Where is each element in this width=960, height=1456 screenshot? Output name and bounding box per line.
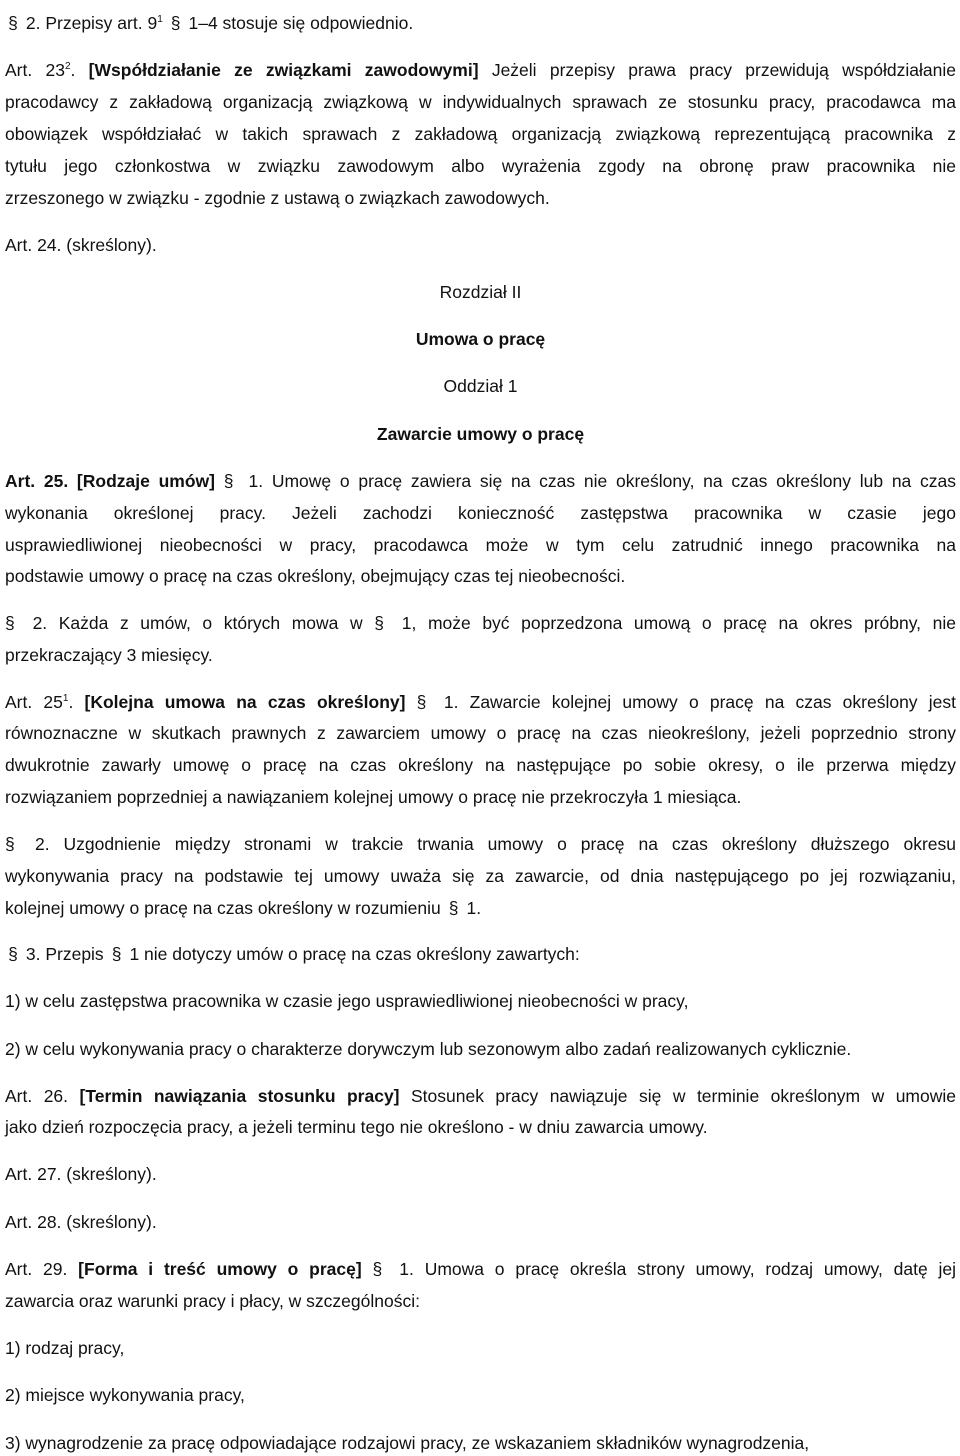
article-label: Art. 25 — [5, 692, 63, 712]
art25-1-p2-line1 — [5, 833, 956, 855]
art25-p2-line1 — [5, 612, 956, 634]
text: kolejnej umowy o pracę na czas określony w rozumieniu — [5, 898, 441, 918]
article-label: Art. 26. — [5, 1086, 69, 1106]
art24: Art. 24. (skreślony). — [5, 235, 157, 255]
art23-line3: obowiązek współdziałać w takich sprawach z zakładową organizacją związkową reprezentującą pracownika z — [5, 124, 956, 144]
art29-line1 — [5, 1258, 956, 1280]
paragraph-art22-p2 — [5, 12, 413, 34]
art25-1-p2-line3 — [5, 897, 481, 919]
art25-1-line4: rozwiązaniem poprzedniej a nawiązaniem kolejnej umowy o pracę nie przekroczyła 1 miesiąca. — [5, 787, 742, 807]
section-sign: § — [5, 613, 15, 633]
section-sign: § — [372, 1259, 383, 1279]
art25-1-line3: dwukrotnie zawarły umowę o pracę na czas określony na następujące po sobie okresy, o ile przerwa między — [5, 755, 956, 775]
art25-1-p2-line2: wykonywania pracy na podstawie tej umowy uważa się za zawarcie, od dnia następującego po jej rozwiązaniu, — [5, 866, 956, 886]
article-label: Art. 23 — [5, 60, 65, 80]
section-sign: § — [5, 834, 15, 854]
text: Stosunek pracy nawiązuje się w terminie określonym w umowie — [411, 1086, 957, 1106]
section-sign: § — [8, 944, 18, 964]
article-title: [Współdziałanie ze związkami zawodowymi] — [88, 60, 479, 80]
list-item: 2) w celu wykonywania pracy o charakterze dorywczym lub sezonowym albo zadań realizowanych cyklicznie. — [5, 1039, 852, 1059]
article-label: Art. 25. [Rodzaje umów] — [5, 471, 215, 491]
superscript: 1 — [157, 14, 163, 25]
chapter-title: Umowa o pracę — [415, 329, 546, 349]
text: 1. — [466, 898, 482, 918]
section-title: Zawarcie umowy o pracę — [376, 424, 585, 444]
art25-line4: podstawie umowy o pracę na czas określony, obejmujący czas tej nieobecności. — [5, 566, 626, 586]
art29-line2: zawarcia oraz warunki pracy i płacy, w szczególności: — [5, 1291, 420, 1311]
list-item: 3) wynagrodzenie za pracę odpowiadające rodzajowi pracy, ze wskazaniem składników wynagrodzenia, — [5, 1433, 810, 1453]
art25-1-p3-line1 — [5, 943, 580, 965]
article-title: [Kolejna umowa na czas określony] — [84, 692, 406, 712]
art23-line2: pracodawcy z zakładową organizacją związkową w indywidualnych sprawach ze stosunku pracy, pracodawca ma — [5, 92, 956, 112]
list-item: 1) w celu zastępstwa pracownika w czasie jego usprawiedliwionej nieobecności w pracy, — [5, 991, 689, 1011]
text: 1, może być poprzedzona umową o pracę na okres próbny, nie — [401, 613, 956, 633]
art25-1-line2: równoznaczne w skutkach prawnych z zawarciem umowy o pracę na czas nieokreślony, jeżeli poprzednio strony — [5, 723, 956, 743]
art26-line2: jako dzień rozpoczęcia pracy, a jeżeli terminu tego nie określono - w dniu zawarcia umowy. — [5, 1117, 708, 1137]
article-title: [Forma i treść umowy o pracę] — [78, 1259, 362, 1279]
art25-p2-line2: przekraczający 3 miesięcy. — [5, 645, 213, 665]
text: 1. Umowę o pracę zawiera się na czas nie określony, na czas określony lub na czas — [248, 471, 957, 491]
art25-line1 — [5, 470, 956, 492]
text: 1 nie dotyczy umów o pracę na czas określony zawartych: — [129, 944, 580, 964]
section-sign: § — [223, 471, 234, 491]
text: 3. Przepis — [25, 944, 104, 964]
art27: Art. 27. (skreślony). — [5, 1164, 157, 1184]
list-item: 1) rodzaj pracy, — [5, 1338, 125, 1358]
text: Jeżeli przepisy prawa pracy przewidują współdziałanie — [491, 60, 956, 80]
text: 2. Uzgodnienie między stronami w trakcie trwania umowy o pracę na czas określony dłuższego okresu — [34, 834, 956, 854]
article-title: [Termin nawiązania stosunku pracy] — [79, 1086, 400, 1106]
section-heading: Oddział 1 — [443, 376, 518, 396]
section-sign: § — [170, 13, 181, 33]
text: 2. Każda z umów, o których mowa w — [32, 613, 363, 633]
section-sign: § — [111, 944, 122, 964]
art26-line1 — [5, 1085, 956, 1107]
section-sign: § — [448, 898, 459, 918]
section-sign: § — [8, 13, 18, 33]
list-item: 2) miejsce wykonywania pracy, — [5, 1385, 245, 1405]
section-sign: § — [374, 613, 384, 633]
art23-line5: zrzeszonego w związku - zgodnie z ustawą o związkach zawodowych. — [5, 188, 550, 208]
art25-line3: usprawiedliwionej nieobecności w pracy, pracodawca może w tym celu zatrudnić innego pracownika na — [5, 535, 956, 555]
text: 2. Przepisy art. 9 — [25, 13, 158, 33]
text: 1. Umowa o pracę określa strony umowy, rodzaj umowy, datę jej — [399, 1259, 956, 1279]
art25-line2: wykonania określonej pracy. Jeżeli zachodzi konieczność zastępstwa pracownika w czasie jego — [5, 503, 956, 523]
text: 1. Zawarcie kolejnej umowy o pracę na czas określony jest — [443, 692, 956, 712]
chapter-heading: Rozdział II — [439, 282, 522, 302]
art23-line4: tytułu jego członkostwa w związku zawodowym albo wyrażenia zgody na obronę praw pracownika nie — [5, 156, 956, 176]
art28: Art. 28. (skreślony). — [5, 1212, 157, 1232]
text: 1–4 stosuje się odpowiednio. — [188, 13, 414, 33]
superscript: 1 — [62, 693, 69, 704]
art25-1-line1: Art. $25^1$. [Kolejna umowa na czas określony] § 1. Zawarcie kolejnej umowy o pracę na czas określony jest — [5, 692, 956, 712]
section-sign: § — [416, 692, 427, 712]
superscript: 2 — [64, 61, 71, 72]
article-label: Art. 29. — [5, 1259, 68, 1279]
art23-line1: Art. $23^2$. [Współdziałanie ze związkami zawodowymi] Jeżeli przepisy prawa pracy przewidują współdziałanie — [5, 60, 956, 80]
